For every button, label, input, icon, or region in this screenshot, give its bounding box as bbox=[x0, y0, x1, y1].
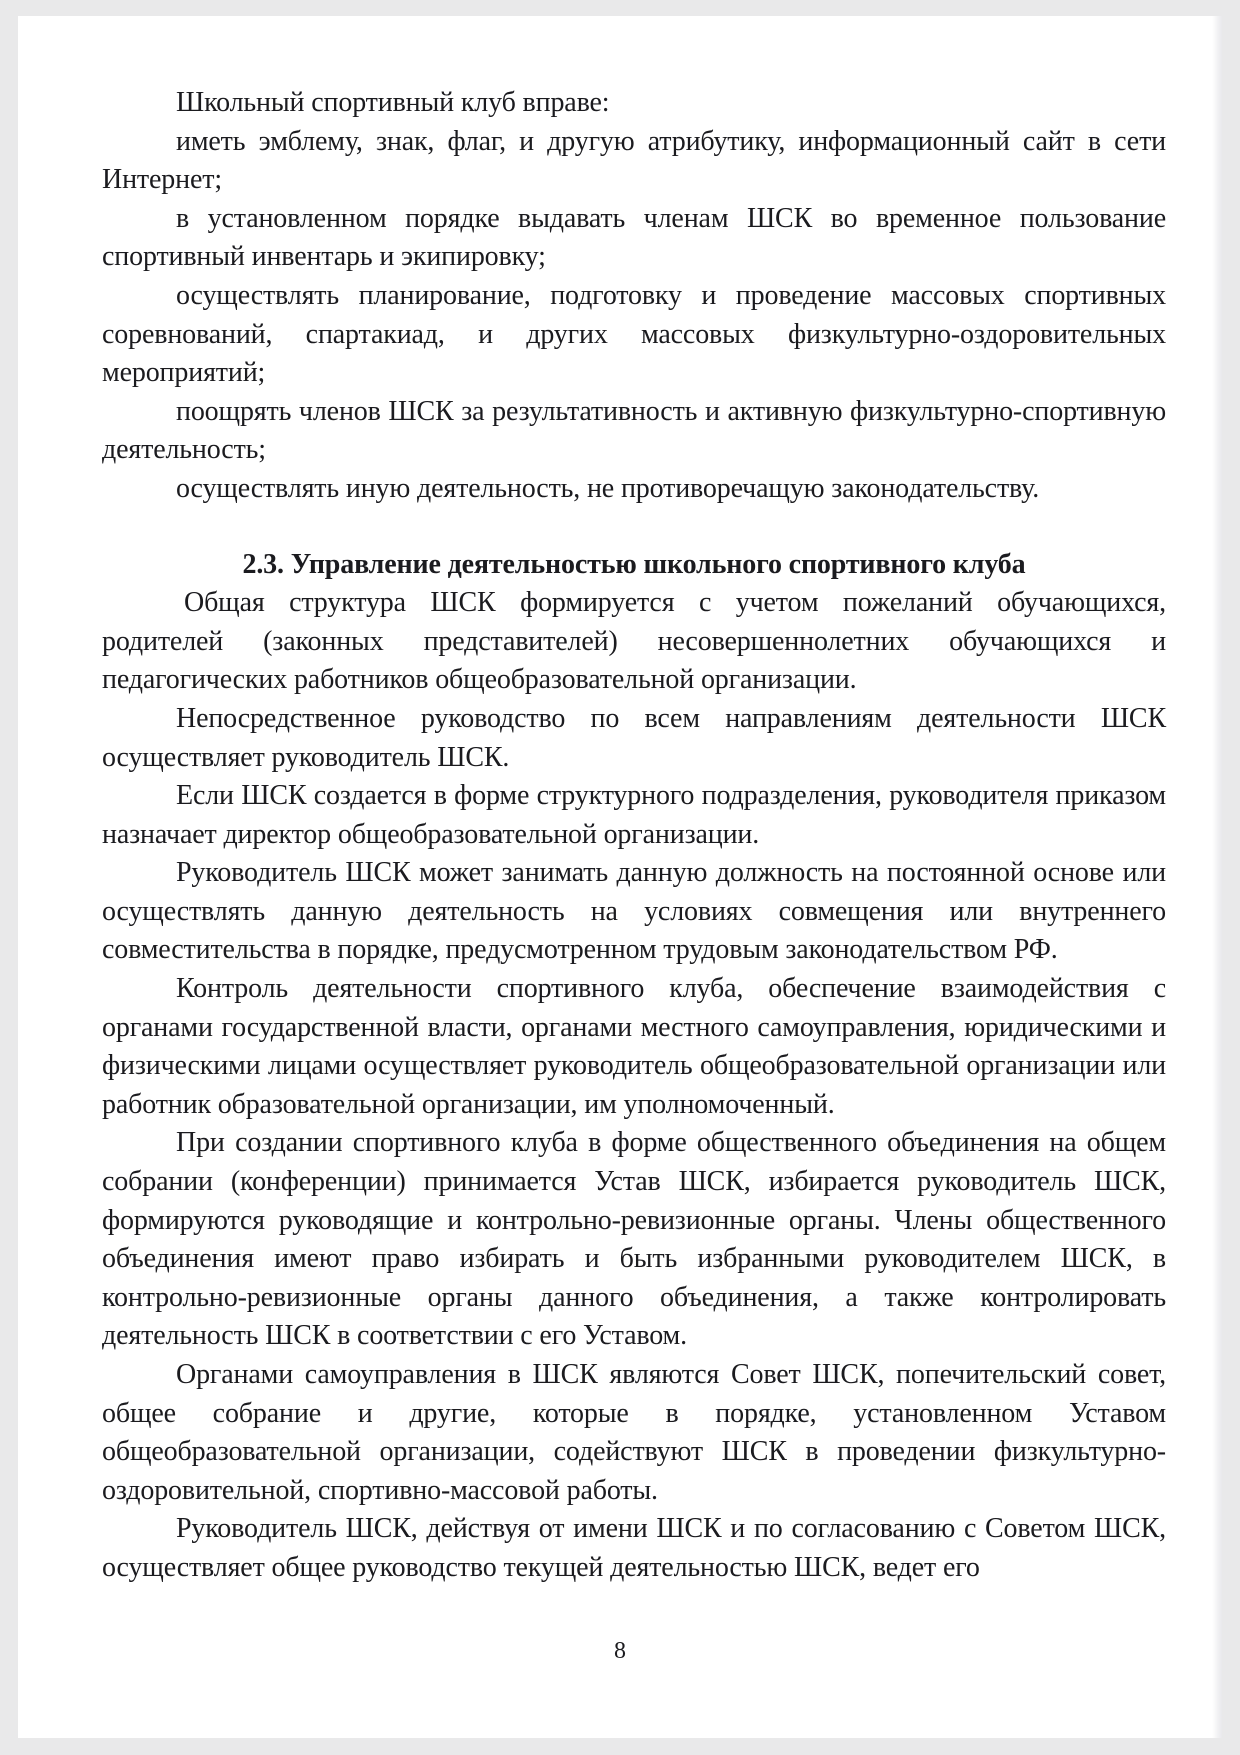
paragraph-right-encourage: поощрять членов ШСК за результативность и активную физкультурно-спортивную деятельность; bbox=[102, 395, 1166, 466]
page-number: 8 bbox=[614, 1638, 626, 1664]
section-heading: 2.3. Управление деятельностью школьного спортивного клуба bbox=[242, 548, 1026, 580]
document-page bbox=[18, 16, 1222, 1738]
paragraph-direct-management: Непосредственное руководство по всем направлениям деятельности ШСК осуществляет руководитель ШСК. bbox=[102, 702, 1166, 773]
paragraph-self-government: Органами самоуправления в ШСК являются Совет ШСК, попечительский совет, общее собрание и другие, которые в порядке, установленном Уставом общеобразовательной организации, содействуют ШСК в проведении физкультурно-оздоровительной, спортивно-массовой работы. bbox=[102, 1359, 1166, 1506]
paragraph-head-duties: Руководитель ШСК, действуя от имени ШСК и по согласованию с Советом ШСК, осуществляет общее руководство текущей деятельностью ШСК, ведет его bbox=[102, 1513, 1166, 1583]
paragraph-control: Контроль деятельности спортивного клуба, обеспечение взаимодействия с органами государственной власти, органами местного самоуправления, юридическими и физическими лицами осуществляет руководитель общеобразовательной организации или работник образовательной организации, им уполномоченный. bbox=[102, 973, 1166, 1120]
paragraph-right-competitions: осуществлять планирование, подготовку и проведение массовых спортивных соревнований, спартакиад, и других массовых физкультурно-оздоровительных мероприятий; bbox=[102, 279, 1166, 389]
paragraph-club-rights-intro: Школьный спортивный клуб вправе: bbox=[176, 87, 610, 118]
paragraph-head-position: Руководитель ШСК может занимать данную должность на постоянной основе или осуществлять данную деятельность на условиях совмещения или внутреннего совместительства в порядке, предусмотренном трудовым законодательством РФ. bbox=[102, 857, 1166, 966]
paragraph-general-structure: Общая структура ШСК формируется с учетом пожеланий обучающихся, родителей (законных представителей) несовершеннолетних обучающихся и педагогических работников общеобразовательной организации. bbox=[102, 587, 1166, 696]
page-content bbox=[102, 84, 1166, 1588]
paragraph-right-other: осуществлять иную деятельность, не противоречащую законодательству. bbox=[176, 472, 1040, 504]
paragraph-structural-unit: Если ШСК создается в форме структурного подразделения, руководителя приказом назначает директор общеобразовательной организации. bbox=[102, 780, 1166, 850]
paragraph-public-association: При создании спортивного клуба в форме общественного объединения на общем собрании (конференции) принимается Устав ШСК, избирается руководитель ШСК, формируются руководящие и контрольно-ревизионные органы. Члены общественного объединения имеют право избирать и быть избранными руководителем ШСК, в контрольно-ревизионные органы данного объединения, а также контролировать деятельность ШСК в соответствии с его Уставом. bbox=[102, 1127, 1166, 1352]
paragraph-right-equipment: в установленном порядке выдавать членам ШСК во временное пользование спортивный инвентарь и экипировку; bbox=[102, 202, 1166, 273]
paragraph-right-emblem: иметь эмблему, знак, флаг, и другую атрибутику, информационный сайт в сети Интернет; bbox=[102, 125, 1166, 196]
